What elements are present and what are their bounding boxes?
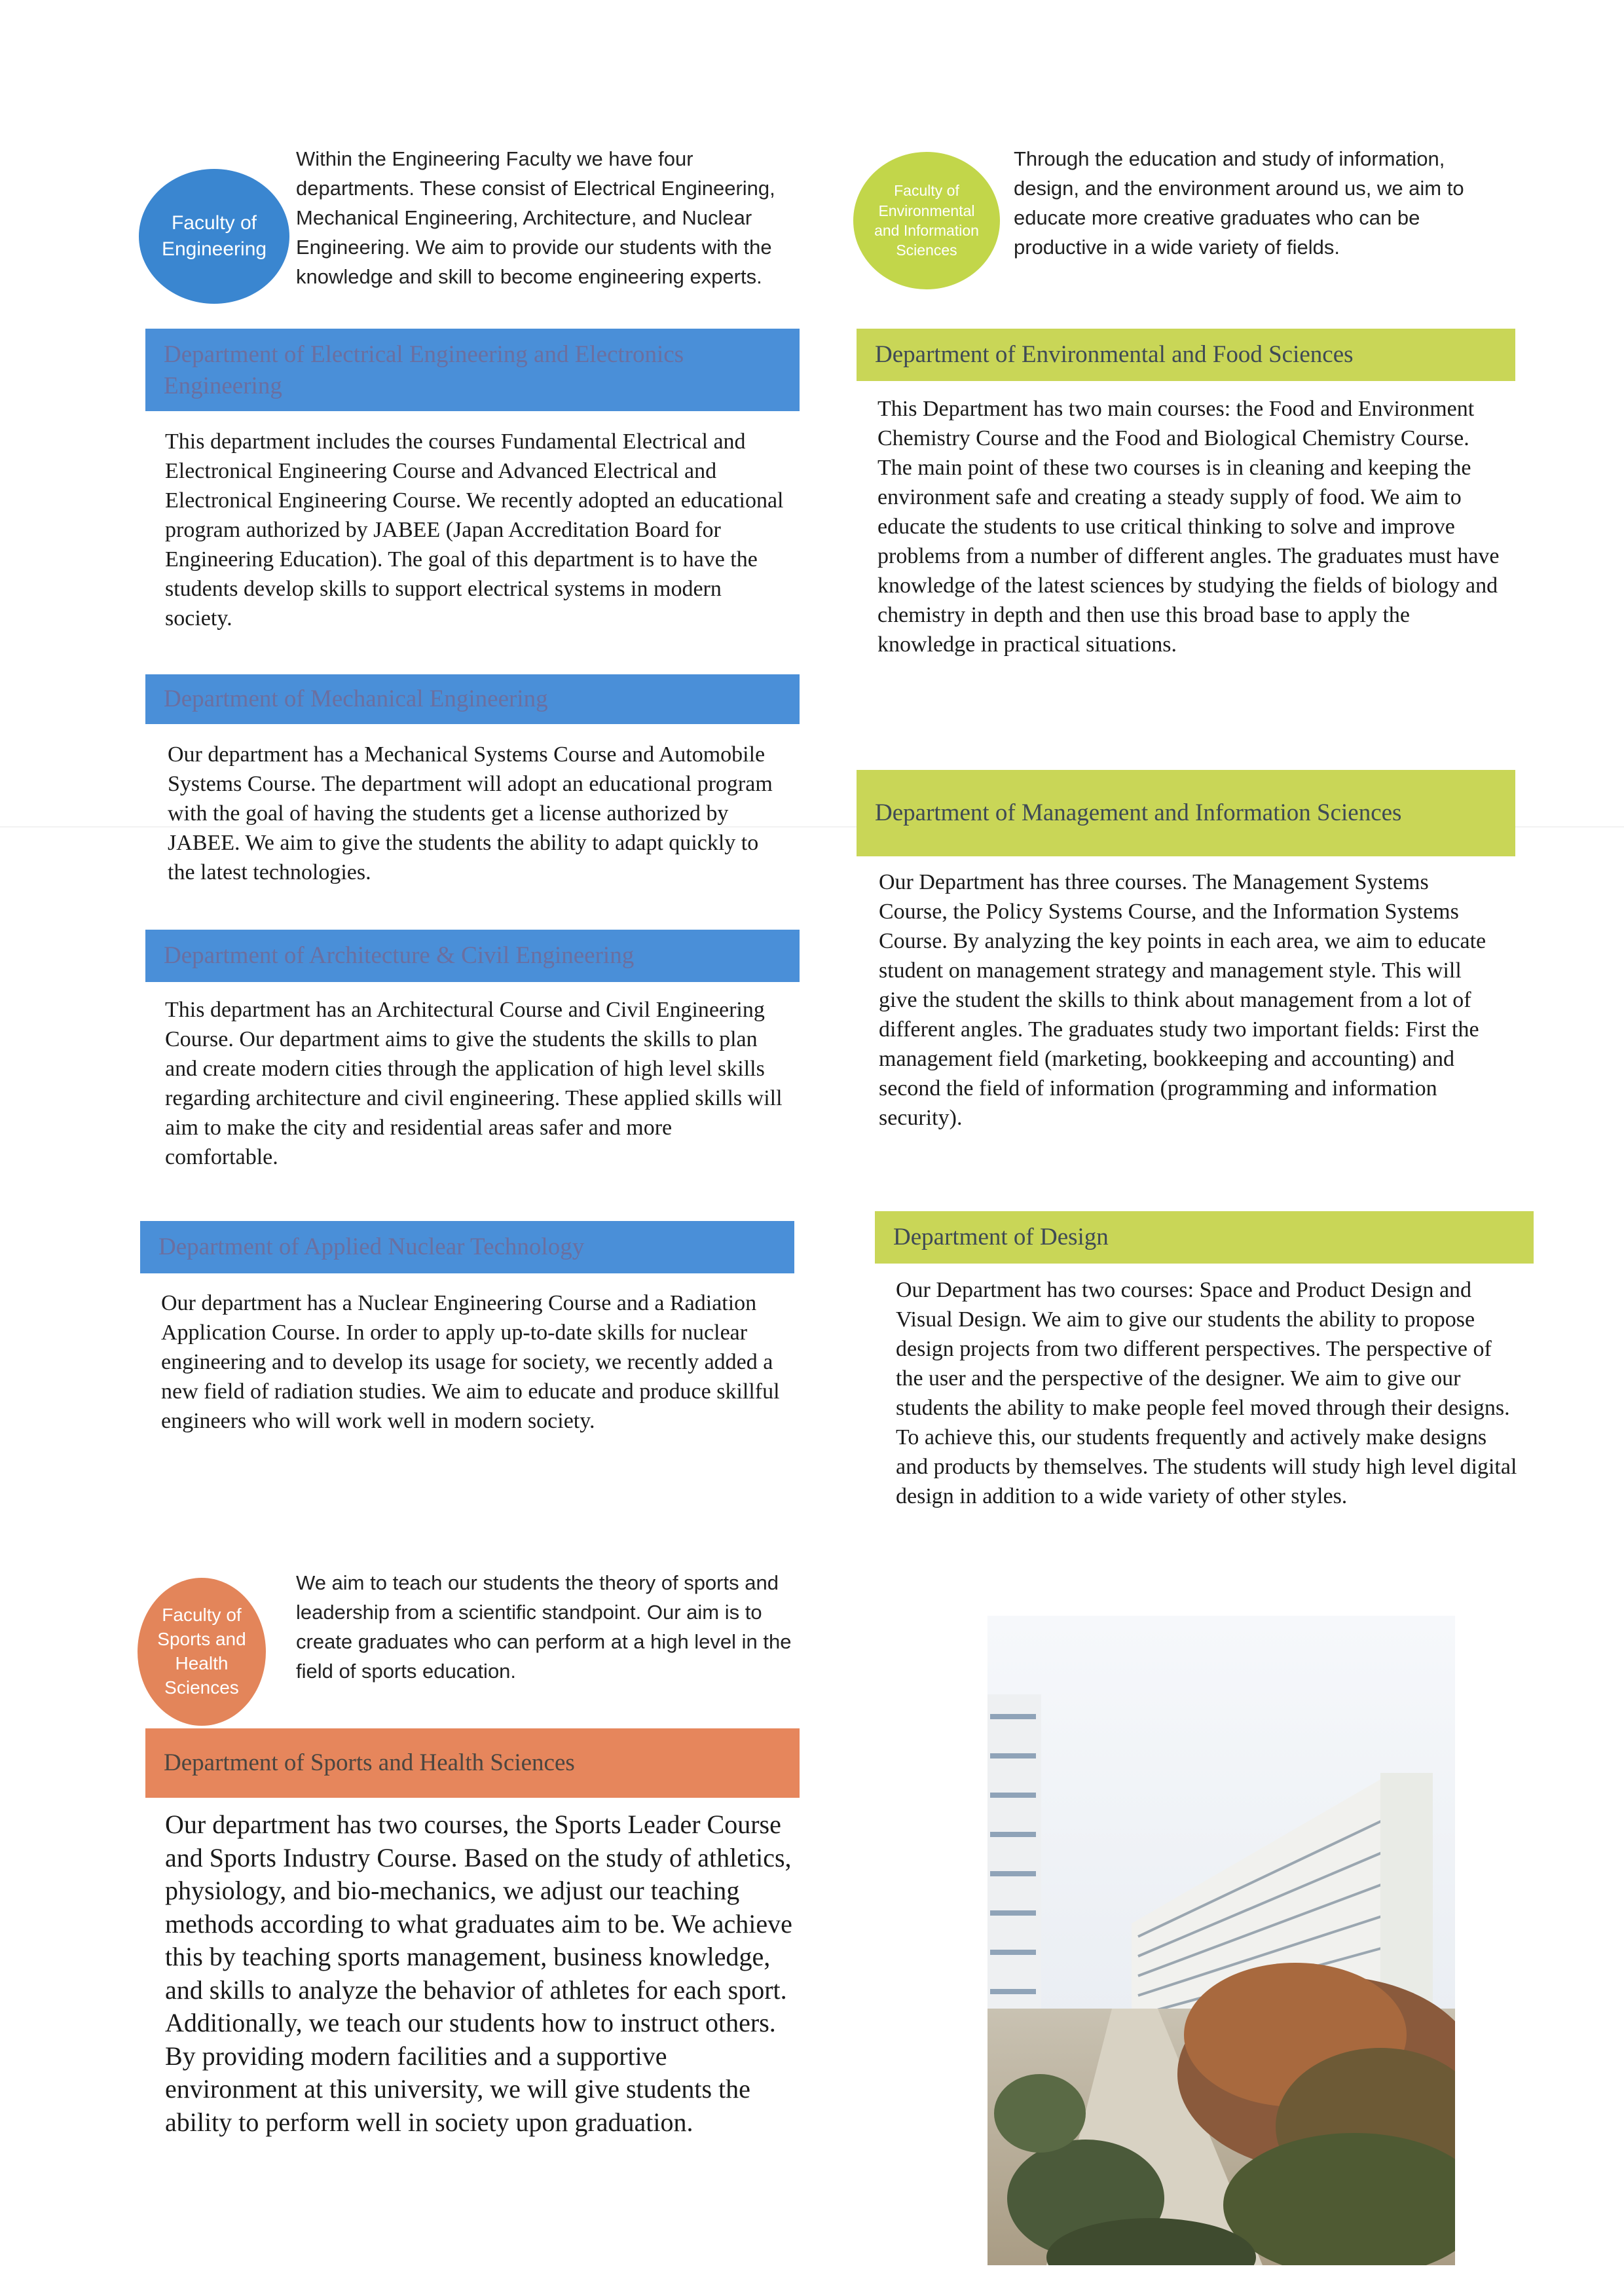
dept-architecture-title: Department of Architecture & Civil Engineering [164, 942, 635, 969]
campus-photo-illustration [987, 1616, 1455, 2265]
dept-electrical-title: Department of Electrical Engineering and Electronics Engineering [164, 341, 684, 399]
faculty-engineering-label: Faculty of Engineering [161, 212, 267, 260]
dept-environmental-body: This Department has two main courses: the Food and Environment Chemistry Course and the Food and Biological Chemistry Course. The main point of these two courses is in cleaning and keeping the environment safe and creating a steady supply of food. We aim to educate the students to use critical thinking to solve and improve problems from a number of different angles. The graduates must have knowledge of the latest sciences by studying the fields of biology and chemistry in depth and then use this broad base to apply the knowledge in practical situations. [877, 397, 1500, 657]
dept-management-title: Department of Management and Information Sciences [875, 799, 1402, 826]
dept-management-header [857, 770, 1515, 856]
dept-electrical-header [145, 329, 800, 411]
dept-sports-body: Our department has two courses, the Sports Leader Course and Sports Industry Course. Based on the study of athletics, physiology, and bio-mechanics, we adjust our teaching methods according to what graduates aim to be. We achieve this by teaching sports management, business knowledge, and skills to analyze the behavior of athletes for each sport. Additionally, we teach our students how to instruct others. By providing modern facilities and a supportive environment at this university, we will give students the ability to perform well in society upon graduation. [165, 1810, 792, 2137]
dept-design-title: Department of Design [893, 1224, 1109, 1250]
dept-mechanical-body: Our department has a Mechanical Systems Course and Automobile Systems Course. The department will adopt an educational program with the goal of having the students get a license authorized by JABEE. We aim to give the students the ability to adapt quickly to the latest technologies. [168, 742, 773, 884]
dept-nuclear-header [140, 1221, 794, 1273]
dept-environmental-title: Department of Environmental and Food Sciences [875, 341, 1354, 368]
dept-mechanical-title: Department of Mechanical Engineering [164, 685, 548, 712]
faculty-environmental-intro: Through the education and study of information, design, and the environment around us, we aim to educate more creative graduates who can be productive in a wide variety of fields. [1014, 147, 1464, 259]
dept-electrical-body: This department includes the courses Fundamental Electrical and Electronical Engineering Course and Advanced Electrical and Electronical Engineering Course. We recently adopted an educational program authorized by JABEE (Japan Accreditation Board for Engineering Education). The goal of this department is to have the students develop skills to support electrical systems in modern society. [165, 429, 784, 630]
dept-sports-title: Department of Sports and Health Sciences [164, 1749, 575, 1776]
faculty-sports-label: Faculty of Sports and Health Sciences [157, 1605, 246, 1698]
dept-management-body: Our Department has three courses. The Management Systems Course, the Policy Systems Course, and the Information Systems Course. By analyzing the key points in each area, we aim to educate student on management strategy and management style. This will give the student the skills to think about management from a lot of different angles. The graduates study two important fields: First the management field (marketing, bookkeeping and accounting) and second the field of information (programming and information security). [879, 870, 1486, 1130]
faculty-environmental-label: Faculty of Environmental and Information Sciences [874, 182, 979, 259]
dept-nuclear-title: Department of Applied Nuclear Technology [158, 1233, 585, 1260]
faculty-engineering-intro: Within the Engineering Faculty we have four departments. These consist of Electrical Engineering, Mechanical Engineering, Architecture, and Nuclear Engineering. We aim to provide our students with the knowledge and skill to become engineering experts. [296, 147, 775, 288]
dept-nuclear-body: Our department has a Nuclear Engineering Course and a Radiation Application Course. In order to apply up-to-date skills for nuclear engineering and to develop its usage for society, we recently added a new field of radiation studies. We aim to educate and produce skillful engineers who will work well in modern society. [161, 1291, 780, 1433]
faculty-engineering-badge [139, 169, 289, 304]
dept-design-header [875, 1211, 1534, 1264]
dept-mechanical-header [145, 674, 800, 724]
faculty-sports-intro: We aim to teach our students the theory of sports and leadership from a scientific standpoint. Our aim is to create graduates who can perform at a high level in the field of sports education. [296, 1571, 792, 1683]
campus-photo [987, 1616, 1455, 2265]
dept-environmental-header [857, 329, 1515, 381]
dept-sports-header [145, 1728, 800, 1798]
dept-architecture-header [145, 930, 800, 982]
dept-architecture-body: This department has an Architectural Course and Civil Engineering Course. Our department aims to give the students the skills to plan and create modern cities through the application of high level skills regarding architecture and civil engineering. These applied skills will aim to make the city and residential areas safer and more comfortable. [165, 998, 783, 1169]
faculty-environmental-badge [853, 152, 1000, 289]
faculty-sports-badge [138, 1578, 266, 1726]
dept-design-body: Our Department has two courses: Space and Product Design and Visual Design. We aim to give our students the ability to propose design projects from two different perspectives. The perspective of the user and the perspective of the designer. We aim to give our students the ability to make people feel moved through their designs. To achieve this, our students frequently and actively make designs and products by themselves. The students will study high level digital design in addition to a wide variety of other styles. [896, 1278, 1517, 1508]
